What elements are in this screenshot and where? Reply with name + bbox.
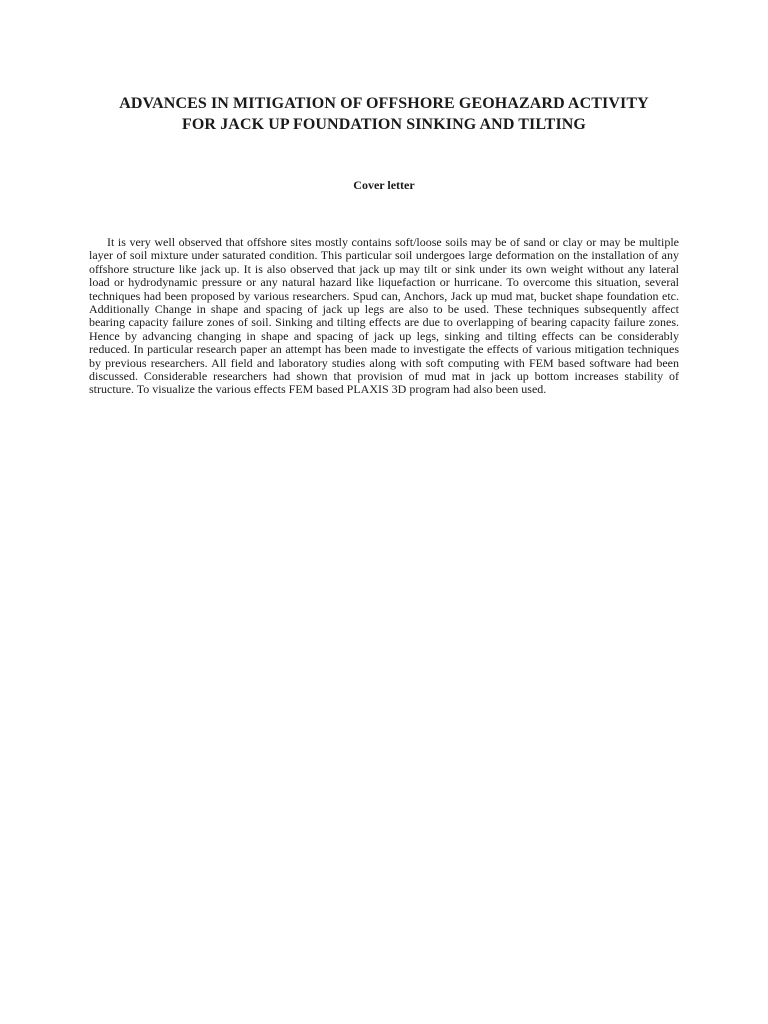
title-line-2: FOR JACK UP FOUNDATION SINKING AND TILTING [182, 116, 586, 133]
title-line-1: ADVANCES IN MITIGATION OF OFFSHORE GEOHAZARD ACTIVITY [119, 95, 649, 112]
document-title [60, 93, 708, 135]
body-paragraph: It is very well observed that offshore sites mostly contains soft/loose soils may be of sand or clay or may be multiple layer of soil mixture under saturated condition. This particular soil undergoes large deformation on the installation of any offshore structure like jack up. It is also observed that jack up may tilt or sink under its own weight without any lateral load or hydrodynamic pressure or any natural hazard like liquefaction or hurricane. To overcome this situation, several techniques had been proposed by various researchers. Spud can, Anchors, Jack up mud mat, bucket shape foundation etc. Additionally Change in shape and spacing of jack up legs are also to be used. These techniques subsequently affect bearing capacity failure zones of soil. Sinking and tilting effects are due to overlapping of bearing capacity failure zones. Hence by advancing changing in shape and spacing of jack up legs, sinking and tilting effects can be considerably reduced. In particular research paper an attempt has been made to investigate the effects of various mitigation techniques by previous researchers. All field and laboratory studies along with soft computing with FEM based software had been discussed. Considerable researchers had shown that provision of mud mat in jack up bottom increases stability of structure. To visualize the various effects FEM based PLAXIS 3D program had also been used. [89, 235, 679, 397]
section-heading-cover-letter: Cover letter [353, 178, 415, 192]
